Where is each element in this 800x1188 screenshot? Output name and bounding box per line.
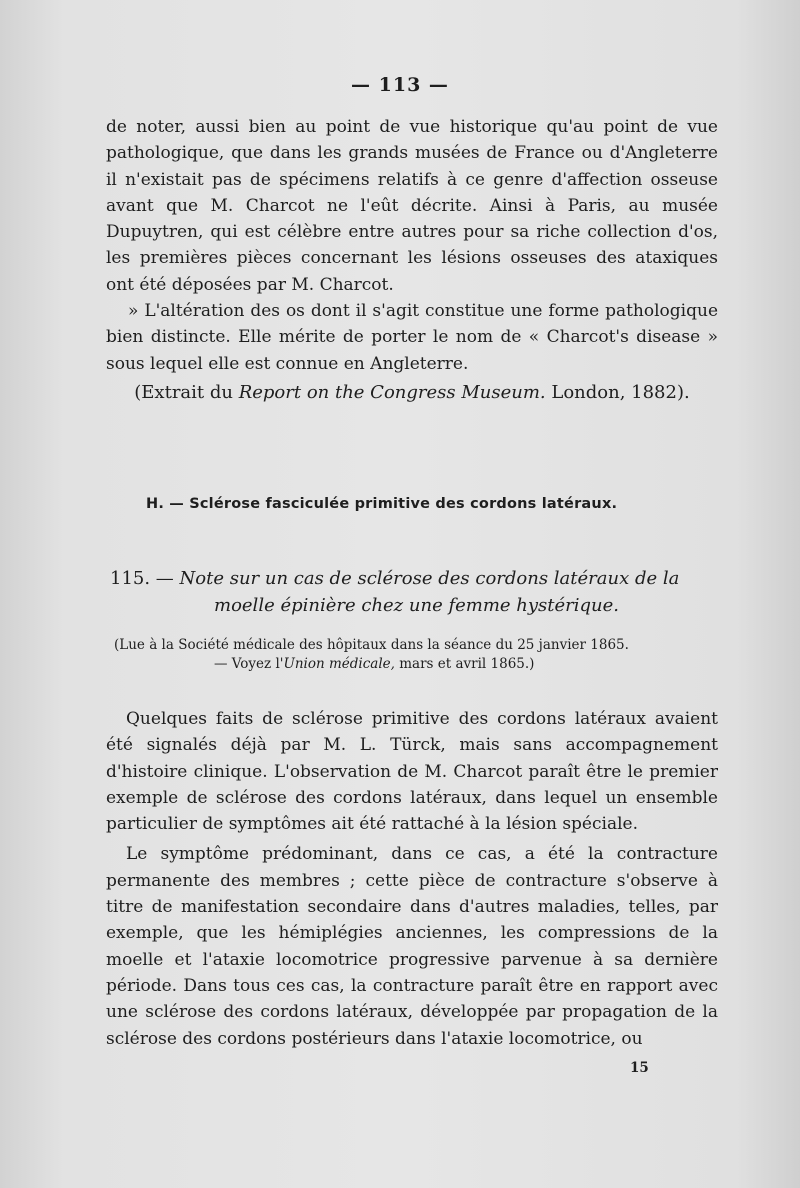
entry-title-line-2 (110, 592, 722, 619)
entry-title-text-1: Note sur un cas de sclérose des cordons latéraux de la (179, 568, 680, 589)
note-line-2 (114, 655, 718, 674)
intro-block (106, 114, 718, 407)
intro-paragraph-1: de noter, aussi bien au point de vue historique qu'au point de vue pathologique, que dans les grands musées de France ou d'Angleterre il n'existait pas de spécimens relatifs à ce genre d'affection osseuse avant que M. Charcot ne l'eût décrite. Ainsi à Paris, au musée Dupuytren, qui est célèbre entre autres pour sa riche collection d'os, les premières pièces concernant les lésions osseuses des ataxiques ont été déposées par M. Charcot. (106, 117, 718, 295)
note-line-2-prefix: — Voyez l' (214, 656, 284, 672)
entry-title-text-2: moelle épinière chez une femme hystérique. (214, 595, 620, 616)
intro-citation (106, 379, 718, 407)
entry-note (114, 636, 718, 674)
body-paragraph-2: Le symptôme prédominant, dans ce cas, a été la contracture permanente des membres ; cette pièce de contracture s'observe à titre de manifestation secondaire dans d'autres maladies, telles, par exemple, que les hémiplégies anciennes, les compressions de la moelle et l'ataxie locomotrice progressive parvenue à sa dernière période. Dans tous ces cas, la contracture paraît être en rapport avec une sclérose des cordons latéraux, développée par propagation de la sclérose des cordons postérieurs dans l'ataxie locomotrice, ou (106, 844, 718, 1049)
section-heading: H. — Sclérose fasciculée primitive des cordons latéraux. (146, 496, 618, 512)
entry-number: 115. — (110, 568, 180, 589)
body-paragraph-1: Quelques faits de sclérose primitive des cordons latéraux avaient été signalés déjà par M. L. Türck, mais sans accompagnement d'histoire clinique. L'observation de M. Charcot paraît être le premier exemple de sclérose des cordons latéraux, dans lequel un ensemble particulier de symptômes ait été rattaché à la lésion spéciale. (106, 709, 718, 835)
citation-title: Report on the Congress Museum. (238, 381, 546, 403)
citation-prefix: (Extrait du (134, 381, 239, 403)
note-line-1: (Lue à la Société médicale des hôpitaux dans la séance du 25 janvier 1865. (114, 637, 629, 653)
note-line-2-journal: Union médicale, (283, 656, 395, 672)
entry-title (110, 565, 722, 619)
note-line-2-suffix: mars et avril 1865.) (394, 656, 535, 672)
entry-title-line-1 (110, 565, 722, 592)
citation-suffix: London, 1882). (545, 381, 690, 403)
intro-paragraph-2: » L'altération des os dont il s'agit constitue une forme pathologique bien distincte. Elle mérite de porter le nom de « Charcot's disease » sous lequel elle est connue en Angleterre. (106, 301, 718, 374)
page-number: — 113 — (351, 74, 449, 96)
signature-mark: 15 (630, 1060, 649, 1076)
body-block (106, 706, 718, 1052)
